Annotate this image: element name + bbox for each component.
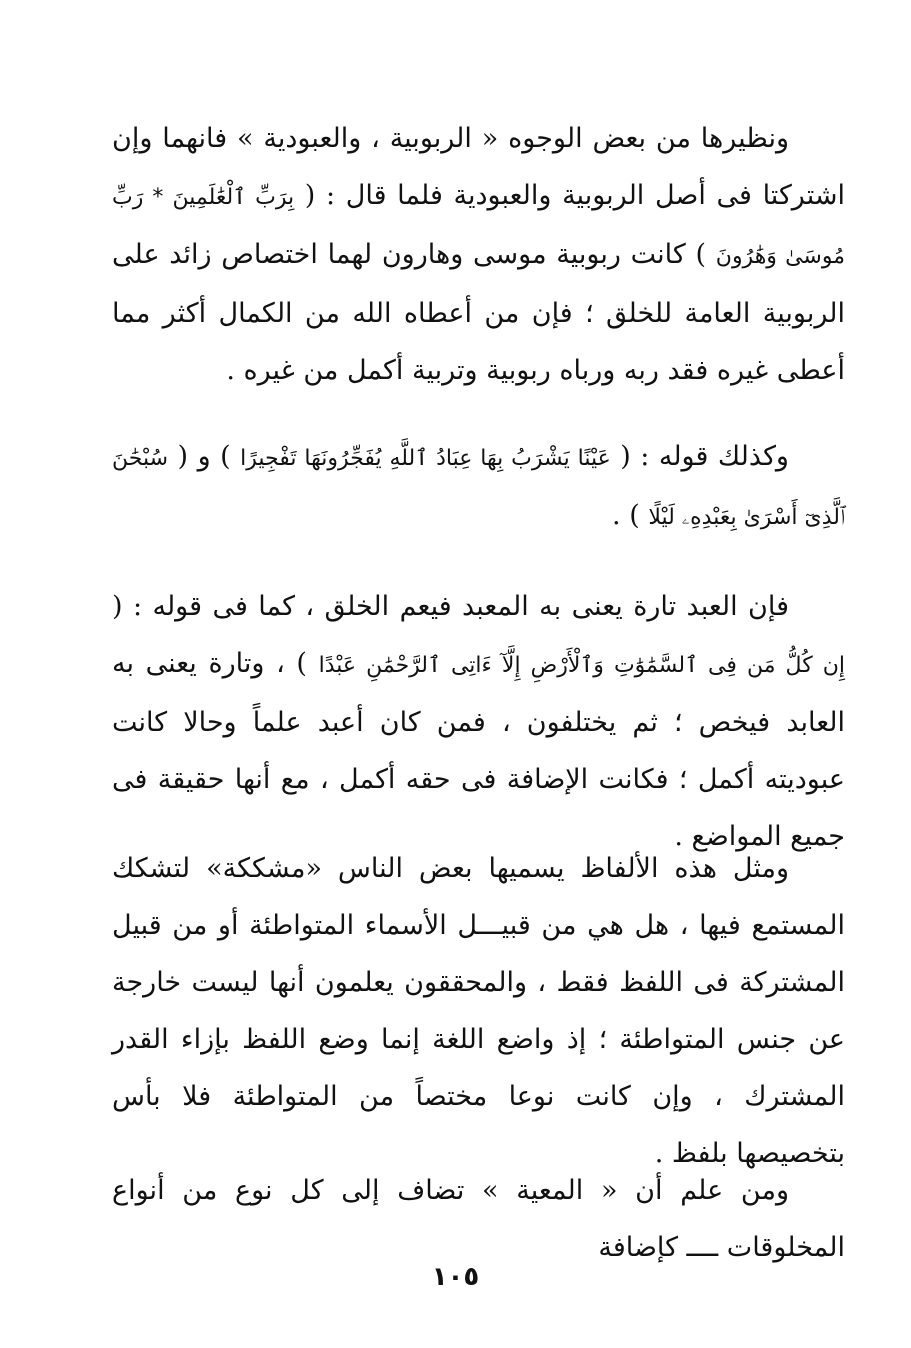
paragraph-1-text-start: ونظيرها من بعض الوجوه « الربوبية ، والعبودية » فانهما وإن اشتركتا فى أصل الربوبية والعبودية فلما قال : ( — [112, 123, 845, 211]
quran-verse-2: عَيْنًا يَشْرَبُ بِهَا عِبَادُ ٱللَّهِ يُفَجِّرُونَهَا تَفْجِيرًا — [240, 446, 611, 471]
paragraph-5-text: ومن علم أن « المعية » تضاف إلى كل نوع من أنواع المخلوقات ــــ كإضافة — [112, 1175, 845, 1263]
paragraph-3-text-end: ) ، وتارة يعنى به العابد فيخص ؛ ثم يختلفون ، فمن كان أعبد علماً وحالا كانت عبوديته أكمل ؛ فكانت الإضافة فى حقه أكمل ، مع أنها حقيقة فى جميع المواضع . — [112, 648, 845, 852]
quran-verse-4: إِن كُلُّ مَن فِى ٱلسَّمَٰوَٰتِ وَٱلْأَرْضِ إِلَّآ ءَاتِى ٱلرَّحْمَٰنِ عَبْدًا — [318, 653, 845, 678]
paragraph-3 — [112, 578, 845, 865]
paragraph-5 — [112, 1162, 845, 1276]
paragraph-2-text-end: ) . — [612, 500, 640, 531]
quran-verse-1: بِرَبِّ ٱلْعَٰلَمِينَ * رَبِّ مُوسَىٰ وَهَٰرُونَ — [112, 185, 845, 269]
paragraph-3-text-start: فإن العبد تارة يعنى به المعبد فيعم الخلق ، كما فى قوله : ( — [112, 591, 789, 622]
page-number: ١٠٥ — [431, 1262, 480, 1292]
paragraph-2-text-start: وكذلك قوله : ( — [620, 441, 789, 472]
paragraph-2-text-middle: ) و ( — [177, 441, 231, 472]
paragraph-1 — [112, 110, 845, 399]
paragraph-1-text-end: ) كانت ربوبية موسى وهارون لهما اختصاص زائد على الربوبية العامة للخلق ؛ فإن من أعطاه الله من الكمال أكثر مما أعطى غيره فقد ربه ورباه ربوبية وتربية أكمل من غيره . — [112, 239, 845, 386]
quran-verse-3: سُبْحَٰنَ ٱلَّذِىٓ أَسْرَىٰ بِعَبْدِهِۦ لَيْلًا — [112, 446, 845, 530]
paragraph-4-text: ومثل هذه الألفاظ يسميها بعض الناس «مشككة» لتشكك المستمع فيها ، هل هي من قبيـــل الأسماء المتواطئة أو من قبيل المشتركة فى اللفظ فقط ، والمحققون يعلمون أنها ليست خارجة عن جنس المتواطئة ؛ إذ واضع اللغة إنما وضع اللفظ بإزاء القدر المشترك ، وإن كانت نوعا مختصاً من المتواطئة فلا بأس بتخصيصها بلفظ . — [112, 853, 845, 1169]
paragraph-4 — [112, 840, 845, 1182]
paragraph-2 — [112, 428, 845, 546]
